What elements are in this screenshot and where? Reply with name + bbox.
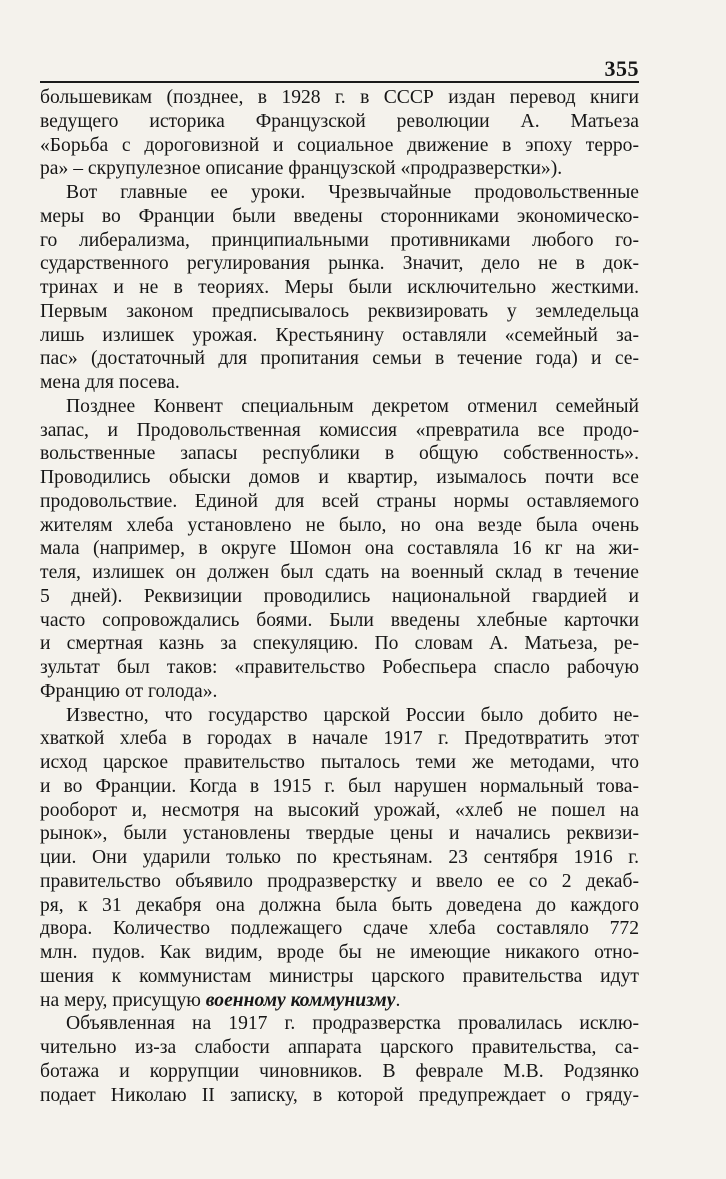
text-line: чительно из-за слабости аппарата царского правительства, са- <box>40 1037 639 1058</box>
text-line: правительство объявило продразверстку и ввело ее со 2 декаб- <box>40 870 639 892</box>
text-line: мала (например, в округе Шомон она составляла 16 кг на жи- <box>40 538 639 560</box>
text-line: ботажа и коррупции чиновников. В феврале М.В. Родзянко <box>40 1060 639 1082</box>
body-text <box>40 86 639 1107</box>
text-line: мена для посева. <box>40 372 180 393</box>
emphasized-term: военному коммунизму <box>205 989 396 1011</box>
text-line: Францию от голода». <box>40 680 218 702</box>
text-line: вольственные запасы республики в общую собственность». <box>40 443 639 465</box>
text-line: запас, и Продовольственная комиссия «превратила все продо- <box>40 419 639 441</box>
text-line: большевикам (позднее, в 1928 г. в СССР издан перевод книги <box>40 87 639 108</box>
text-line: хваткой хлеба в городах в начале 1917 г. Предотвратить этот <box>40 728 639 750</box>
text-line: теля, излишек он должен был сдать на военный склад в течение <box>40 562 639 583</box>
text-line: жителям хлеба установлено не было, но она везде была очень <box>40 514 639 536</box>
text-line: Позднее Конвент специальным декретом отменил семейный <box>66 395 639 417</box>
text-line: и во Франции. Когда в 1915 г. был нарушен нормальный това- <box>40 775 639 797</box>
text-line: го либерализма, принципиальными противниками любого го- <box>40 229 639 251</box>
paragraph <box>40 704 639 1013</box>
text-line: зультат был таков: «правительство Робеспьера спасло рабочую <box>40 657 639 678</box>
text-line: сударственного регулирования рынка. Значит, дело не в док- <box>40 253 639 275</box>
text-line: ведущего историка Французской революции А. Матьеза <box>40 110 639 132</box>
text-line: часто сопровождались боями. Были введены хлебные карточки <box>40 609 639 631</box>
text-line: рынок», были установлены твердые цены и начались реквизи- <box>40 823 639 845</box>
header-rule <box>40 81 639 83</box>
text-line: млн. пудов. Как видим, вроде бы не имеющие никакого отно- <box>40 942 639 963</box>
text-line: продовольствие. Единой для всей страны нормы оставляемого <box>40 490 639 512</box>
text-line: тринах и не в теориях. Меры были исключительно жесткими. <box>40 277 639 298</box>
text-line: Объявленная на 1917 г. продразверстка провалилась исклю- <box>66 1013 639 1035</box>
text-line: и смертная казнь за спекуляцию. По словам А. Матьеза, ре- <box>40 633 639 655</box>
text-line: «Борьба с дороговизной и социальное движение в эпоху терро- <box>40 134 639 156</box>
text-line: рооборот и, несмотря на высокий урожай, «хлеб не пошел на <box>40 799 639 821</box>
text-line: Вот главные ее уроки. Чрезвычайные продовольственные <box>66 182 639 203</box>
closing-prefix: на меру, присущую <box>40 989 206 1011</box>
text-line: пас» (достаточный для пропитания семьи в течение года) и се- <box>40 348 639 370</box>
book-page <box>40 0 639 1179</box>
text-line: двора. Количество подлежащего сдаче хлеба составляло 772 <box>40 918 639 940</box>
paragraph <box>40 395 639 704</box>
text-line: ции. Они ударили только по крестьянам. 23 сентября 1916 г. <box>40 847 639 868</box>
text-line: исход царское правительство пыталось теми же методами, что <box>40 752 639 773</box>
text-line-closing <box>40 989 639 1013</box>
text-line: Проводились обыски домов и квартир, изымалось почти все <box>40 467 639 488</box>
closing-suffix: . <box>395 989 401 1011</box>
page-number: 355 <box>604 56 639 81</box>
text-line: Первым законом предписывалось реквизировать у земледельца <box>40 300 639 322</box>
paragraph <box>40 86 639 181</box>
text-line: меры во Франции были введены сторонниками экономическо- <box>40 205 639 227</box>
text-line: Известно, что государство царской России было добито не- <box>66 704 639 726</box>
text-line: ря, к 31 декабря она должна была быть доведена до каждого <box>40 894 639 916</box>
paragraph <box>40 1012 639 1107</box>
text-line: 5 дней). Реквизиции проводились национальной гвардией и <box>40 585 639 607</box>
text-line: подает Николаю II записку, в которой предупреждает о гряду- <box>40 1084 639 1106</box>
text-line: ра» – скрупулезное описание французской «продразверстки»). <box>40 158 563 180</box>
paragraph <box>40 181 639 395</box>
text-line: лишь излишек урожая. Крестьянину оставляли «семейный за- <box>40 324 639 346</box>
text-line: шения к коммунистам министры царского правительства идут <box>40 965 639 987</box>
